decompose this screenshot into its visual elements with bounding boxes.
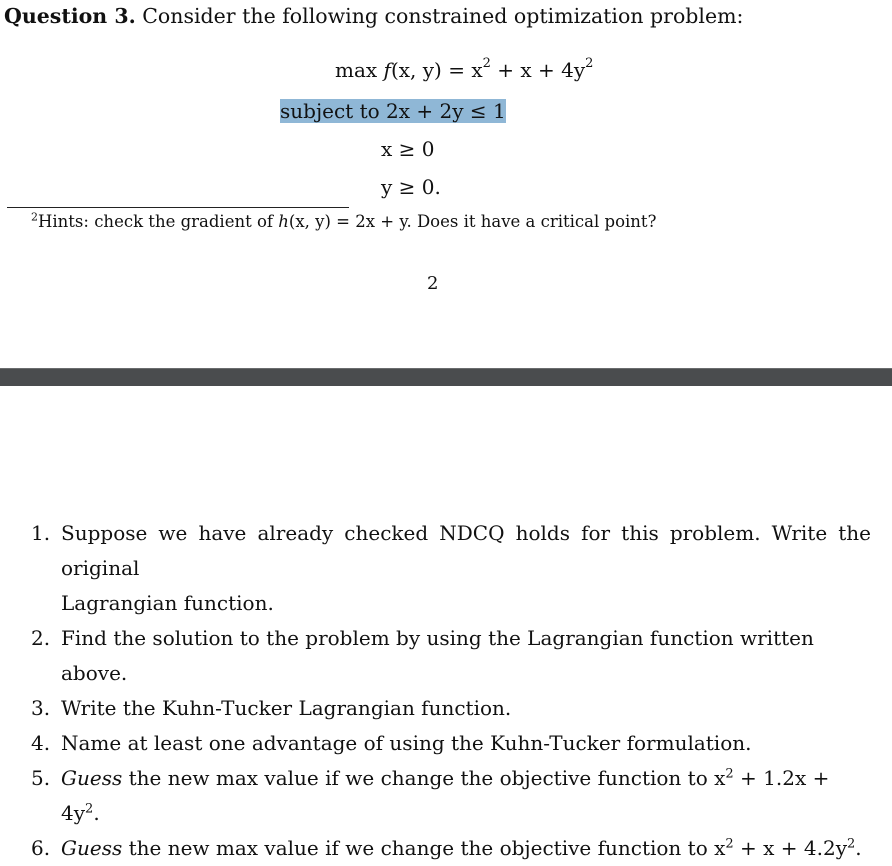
list-item: 2. Find the solution to the problem by using the Lagrangian function written above. [31, 626, 814, 685]
question-list [31, 516, 871, 866]
footnote-divider [7, 207, 349, 208]
page-lower [0, 386, 892, 860]
page-number: 2 [427, 273, 439, 294]
constraint-expression[interactable]: 2x + 2y ≤ 1 [386, 99, 506, 123]
constraint-y-nonneg: y ≥ 0. [381, 175, 441, 199]
list-item: 4. Name at least one advantage of using the Kuhn-Tucker formulation. [31, 731, 752, 755]
question-label: Question 3. [4, 4, 136, 28]
subject-to-text[interactable]: subject to [280, 99, 387, 123]
page-separator [0, 368, 892, 386]
constraint-x-nonneg: x ≥ 0 [381, 137, 435, 161]
list-item: 3. Write the Kuhn-Tucker Lagrangian function. [31, 696, 512, 720]
list-item: 5. Guess the new max value if we change the objective function to $x^2 + 1.2x + 4y^2$. [31, 766, 830, 825]
list-item: 1. Suppose we have already checked NDCQ holds for this problem. Write the original Lagrangian function. [31, 521, 871, 615]
question-heading [4, 4, 743, 28]
page-upper [0, 0, 892, 368]
list-item: 6. Guess the new max value if we change the objective function to $x^2 + x + 4.2y^2$. [31, 836, 862, 860]
footnote: $^2$Hints: check the gradient of h(x, y) = 2x + y. Does it have a critical point? [31, 210, 657, 231]
footnote-mark: 2 [31, 210, 38, 224]
question-text: Consider the following constrained optimization problem: [142, 4, 744, 28]
objective-equation: max f(x, $y) = x^2 + x + 4y^2$ [335, 56, 594, 82]
constraint-budget[interactable] [280, 99, 506, 123]
